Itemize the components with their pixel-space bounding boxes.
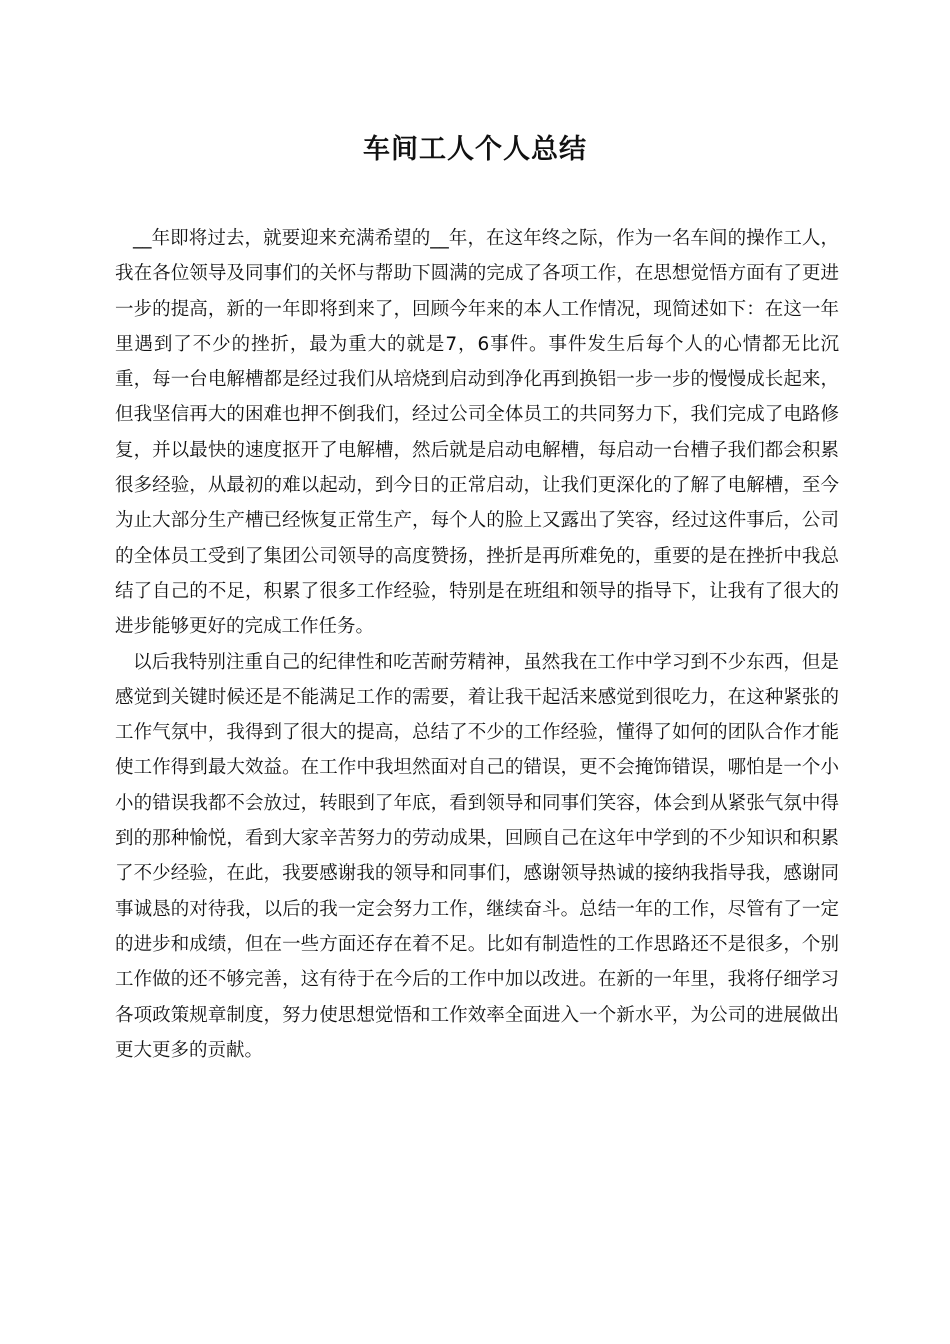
document-body xyxy=(115,221,839,1068)
paragraph-2: 以后我特别注重自己的纪律性和吃苦耐劳精神，虽然我在工作中学习到不少东西，但是感觉到关键时候还是不能满足工作的需要，着让我干起活来感觉到很吃力，在这种紧张的工作气氛中，我得到了很大的提高，总结了不少的工作经验，懂得了如何的团队合作才能使工作得到最大效益。在工作中我坦然面对自己的错误，更不会掩饰错误，哪怕是一个小小的错误我都不会放过，转眼到了年底，看到领导和同事们笑容，体会到从紧张气氛中得到的那种愉悦，看到大家辛苦努力的劳动成果，回顾自己在这年中学到的不少知识和积累了不少经验，在此，我要感谢我的领导和同事们，感谢领导热诚的接纳我指导我，感谢同事诚恳的对待我，以后的我一定会努力工作，继续奋斗。总结一年的工作，尽管有了一定的进步和成绩，但在一些方面还存在着不足。比如有制造性的工作思路还不是很多，个别工作做的还不够完善，这有待于在今后的工作中加以改进。在新的一年里，我将仔细学习各项政策规章制度，努力使思想觉悟和工作效率全面进入一个新水平，为公司的进展做出更大更多的贡献。 xyxy=(115,651,839,1061)
document-title: 车间工人个人总结 xyxy=(363,134,587,165)
paragraph-1: __年即将过去，就要迎来充满希望的__年，在这年终之际，作为一名车间的操作工人，我在各位领导及同事们的关怀与帮助下圆满的完成了各项工作，在思想觉悟方面有了更进一步的提高，新的一年即将到来了，回顾今年来的本人工作情况，现简述如下：在这一年里遇到了不少的挫折，最为重大的就是7，6事件。事件发生后每个人的心情都无比沉重，每一台电解槽都是经过我们从培烧到启动到净化再到换铝一步一步的慢慢成长起来，但我坚信再大的困难也押不倒我们，经过公司全体员工的共同努力下，我们完成了电路修复，并以最快的速度抠开了电解槽，然后就是启动电解槽，每启动一台槽子我们都会积累很多经验，从最初的难以起动，到今日的正常启动，让我们更深化的了解了电解槽，至今为止大部分生产槽已经恢复正常生产，每个人的脸上又露出了笑容，经过这件事后，公司的全体员工受到了集团公司领导的高度赞扬，挫折是再所难免的，重要的是在挫折中我总结了自己的不足，积累了很多工作经验，特别是在班组和领导的指导下，让我有了很大的进步能够更好的完成工作任务。 xyxy=(115,228,839,638)
